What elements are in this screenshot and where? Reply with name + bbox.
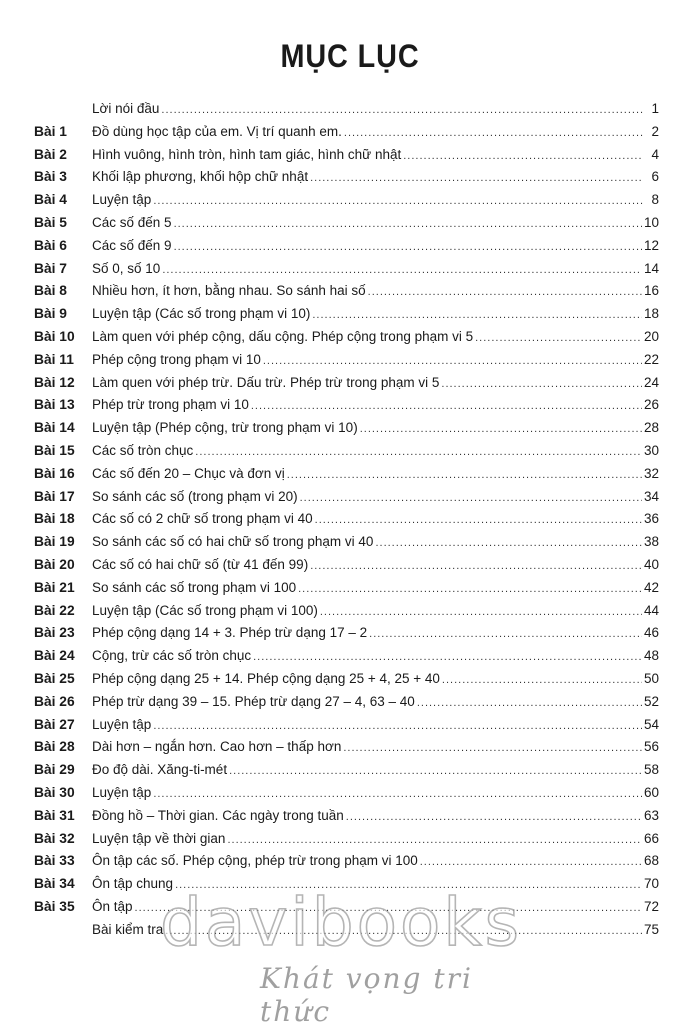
dot-leader [162,264,642,276]
lesson-title: Ôn tập chung [92,876,174,892]
dot-leader [315,514,642,526]
lesson-title: Luyện tập (Các số trong phạm vi 10) [92,306,311,322]
page-number: 6 [651,169,659,185]
dot-leader [312,309,642,321]
lesson-title: Các số đến 9 [92,237,172,253]
lesson-title: Lời nói đầu [92,101,160,116]
lesson-title: Luyện tập [92,784,152,800]
lesson-label: Bài 32 [34,830,75,846]
lesson-label: Bài 15 [34,442,75,458]
dot-leader [420,856,642,868]
toc-row [34,739,659,762]
dot-leader [375,537,642,549]
toc-row [34,397,659,420]
dot-leader [403,150,643,162]
lesson-label: Bài 22 [34,602,75,618]
lesson-title: Làm quen với phép cộng, dấu cộng. Phép cộng trong phạm vi 5 [92,328,474,344]
toc-row [34,420,659,443]
toc-row [34,671,659,694]
toc-row [34,101,659,124]
page-number: 63 [643,807,659,823]
toc-row [34,694,659,717]
lesson-title: Nhiều hơn, ít hơn, bằng nhau. So sánh hai số [92,283,366,299]
toc-row [34,352,659,375]
toc-row [34,899,659,922]
dot-leader [346,811,642,823]
dot-leader [417,697,642,709]
lesson-title: Phép trừ dạng 39 – 15. Phép trừ dạng 27 – 4, 63 – 40 [92,693,415,709]
page-number: 34 [643,488,659,504]
page-number: 60 [643,784,659,800]
dot-leader [251,400,642,412]
page-number: 22 [643,351,659,367]
lesson-label: Bài 1 [34,123,67,139]
dot-leader [153,788,642,800]
page-number: 4 [651,146,659,162]
toc-row [34,215,659,238]
page-number: 50 [643,670,659,686]
lesson-label: Bài 14 [34,420,75,436]
page-number: 68 [643,853,659,869]
dot-leader [360,423,642,435]
toc-row [34,853,659,876]
page-number: 70 [643,876,659,892]
page-number: 52 [643,693,659,709]
lesson-label: Bài 27 [34,716,75,732]
lesson-title: Khối lập phương, khối hộp chữ nhật [92,169,309,185]
toc-row [34,557,659,580]
lesson-title: Đồ dùng học tập của em. Vị trí quanh em. [92,123,342,139]
page-number: 42 [643,579,659,595]
lesson-title: Bài kiểm tra [92,921,164,937]
lesson-title: Luyện tập [92,716,152,732]
toc-row [34,762,659,785]
lesson-label: Bài 12 [34,374,75,390]
page-number: 10 [643,214,659,230]
dot-leader [300,492,642,504]
lesson-label: Bài 26 [34,693,75,709]
page-number: 24 [643,374,659,390]
lesson-title: Phép trừ trong phạm vi 10 [92,397,249,413]
page-number: 12 [643,237,659,253]
lesson-label: Bài 5 [34,214,67,230]
lesson-label: Bài 23 [34,625,75,641]
dot-leader [227,834,642,846]
lesson-label: Bài 28 [34,739,75,755]
dot-leader [310,560,642,572]
lesson-label: Bài 21 [34,579,75,595]
toc-row [34,147,659,170]
lesson-title: Cộng, trừ các số tròn chục [92,648,252,664]
toc-row [34,648,659,671]
toc-row [34,511,659,534]
lesson-title: So sánh các số (trong phạm vi 20) [92,488,298,504]
page-number: 32 [643,465,659,481]
page-number: 28 [643,420,659,436]
dot-leader [475,332,642,344]
toc-row [34,534,659,557]
lesson-title: Luyện tập (Phép cộng, trừ trong phạm vi 10) [92,420,358,436]
dot-leader [343,742,642,754]
page-number: 46 [643,625,659,641]
page-number: 54 [643,716,659,732]
dot-leader [441,378,642,390]
page-number: 36 [643,511,659,527]
lesson-label: Bài 20 [34,556,75,572]
page-number: 30 [643,442,659,458]
toc-row [34,306,659,329]
dot-leader [263,355,642,367]
lesson-title: Các số đến 20 – Chục và đơn vị [92,465,285,481]
page-number: 8 [651,192,659,208]
dot-leader [175,879,642,891]
lesson-title: Hình vuông, hình tròn, hình tam giác, hình chữ nhật [92,146,402,162]
page-number: 14 [643,260,659,276]
page-number: 2 [651,123,659,139]
page-number: 58 [643,762,659,778]
lesson-label: Bài 3 [34,169,67,185]
toc-row [34,580,659,603]
lesson-label: Bài 9 [34,306,67,322]
toc-row [34,238,659,261]
dot-leader [229,765,642,777]
lesson-title: Dài hơn – ngắn hơn. Cao hơn – thấp hơn [92,739,342,755]
lesson-title: Phép cộng dạng 25 + 14. Phép cộng dạng 25 + 4, 25 + 40 [92,670,440,686]
dot-leader [344,127,643,139]
toc-row [34,124,659,147]
lesson-label: Bài 35 [34,898,75,914]
page-number: 56 [643,739,659,755]
toc-row [34,831,659,854]
lesson-title: Ôn tập [92,898,133,914]
lesson-label: Bài 17 [34,488,75,504]
lesson-label: Bài 34 [34,876,75,892]
lesson-title: Phép cộng trong phạm vi 10 [92,351,261,367]
dot-leader [174,241,642,253]
lesson-label: Bài 30 [34,784,75,800]
lesson-title: Ôn tập các số. Phép cộng, phép trừ trong phạm vi 100 [92,853,418,869]
dot-leader [153,195,643,207]
lesson-title: Luyện tập về thời gian [92,830,226,846]
dot-leader [287,469,642,481]
dot-leader [165,925,642,937]
page-number: 20 [643,328,659,344]
dot-leader [442,674,642,686]
page-number: 44 [643,602,659,618]
lesson-title: Các số có hai chữ số (từ 41 đến 99) [92,556,309,572]
dot-leader [161,104,643,116]
page-number: 16 [643,283,659,299]
page-number: 75 [643,921,659,937]
lesson-label: Bài 4 [34,192,67,208]
toc-row [34,329,659,352]
dot-leader [368,286,642,298]
toc-row [34,192,659,215]
page-number: 48 [643,648,659,664]
page-number: 38 [643,534,659,550]
page-number: 40 [643,556,659,572]
toc-row [34,876,659,899]
toc-row [34,261,659,284]
dot-leader [135,902,642,914]
toc-row [34,489,659,512]
dot-leader [174,218,642,230]
lesson-label: Bài 29 [34,762,75,778]
dot-leader [298,583,642,595]
toc-row [34,717,659,740]
toc-row [34,466,659,489]
lesson-title: Phép cộng dạng 14 + 3. Phép trừ dạng 17 – 2 [92,625,368,641]
lesson-title: Luyện tập (Các số trong phạm vi 100) [92,602,318,618]
lesson-label: Bài 24 [34,648,75,664]
watermark-slogan: Khát vọng tri thức [260,962,473,1028]
lesson-label: Bài 7 [34,260,67,276]
lesson-title: So sánh các số trong phạm vi 100 [92,579,297,595]
page-number: 1 [651,101,659,116]
page-number: 18 [643,306,659,322]
lesson-title: Đồng hồ – Thời gian. Các ngày trong tuần [92,807,344,823]
page-number: 26 [643,397,659,413]
toc-row [34,603,659,626]
lesson-title: Làm quen với phép trừ. Dấu trừ. Phép trừ trong phạm vi 5 [92,374,440,390]
lesson-label: Bài 25 [34,670,75,686]
toc-row [34,283,659,306]
lesson-label: Bài 31 [34,807,75,823]
toc-row [34,785,659,808]
toc-row [34,625,659,648]
page-title: MỤC LỤC [280,38,420,74]
lesson-title: Luyện tập [92,192,152,208]
page-number: 72 [643,898,659,914]
toc-row [34,443,659,466]
dot-leader [253,651,642,663]
toc-row [34,808,659,831]
lesson-title: Các số tròn chục [92,442,194,458]
dot-leader [369,628,642,640]
page-number: 66 [643,830,659,846]
lesson-title: Các số đến 5 [92,214,172,230]
watermark-brand: davibooks [160,884,522,961]
toc-row [34,169,659,192]
lesson-label: Bài 2 [34,146,67,162]
lesson-label: Bài 13 [34,397,75,413]
toc-row [34,375,659,398]
lesson-label: Bài 6 [34,237,67,253]
lesson-title: So sánh các số có hai chữ số trong phạm vi 40 [92,534,374,550]
dot-leader [195,446,642,458]
lesson-label: Bài 8 [34,283,67,299]
dot-leader [153,720,642,732]
lesson-label: Bài 11 [34,351,74,367]
lesson-label: Bài 33 [34,853,75,869]
lesson-title: Số 0, số 10 [92,260,161,276]
dot-leader [310,172,643,184]
lesson-label: Bài 18 [34,511,75,527]
lesson-title: Đo độ dài. Xăng-ti-mét [92,762,228,778]
lesson-title: Các số có 2 chữ số trong phạm vi 40 [92,511,313,527]
lesson-label: Bài 16 [34,465,75,481]
dot-leader [320,606,642,618]
table-of-contents [34,101,659,944]
lesson-label: Bài 19 [34,534,75,550]
lesson-label: Bài 10 [34,328,75,344]
toc-row [34,922,659,945]
